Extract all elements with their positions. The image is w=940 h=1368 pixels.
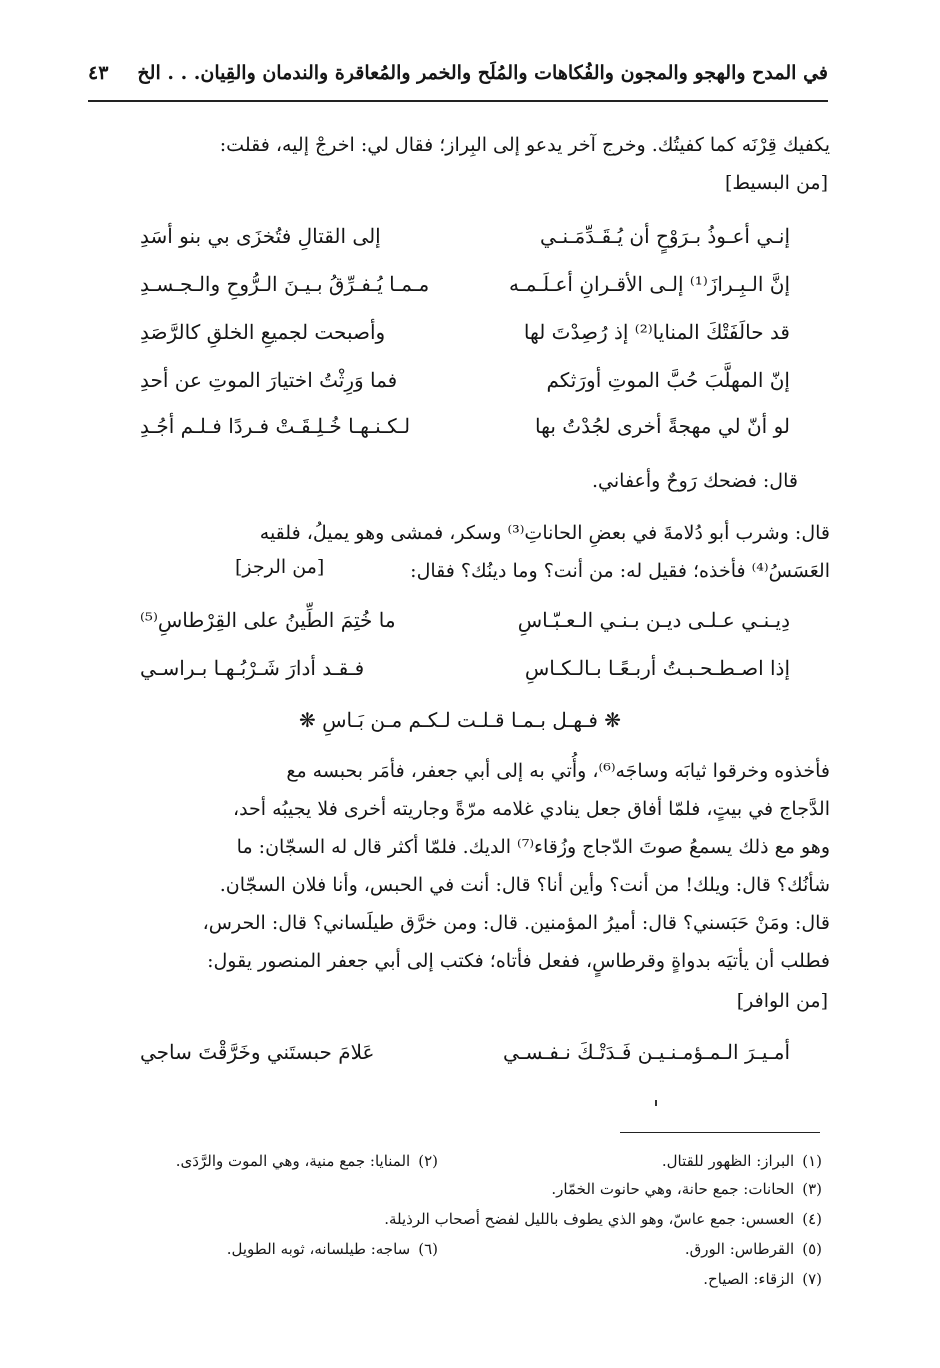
verse-second-hemistich: لـكـنـهـا خُـلِـقَـتْ فـردًا فـلـم أجُـدِ <box>140 414 411 438</box>
footnote-text: العسس: جمع عاسّ، وهو الذي يطوف بالليل لفضح أصحاب الرذيلة. <box>384 1210 795 1228</box>
verse-line <box>130 656 790 700</box>
verse-first-hemistich: دِيـنـي عـلـى ديـن بـنـي الـعـبّـاسِ <box>517 608 790 632</box>
paragraph-1 <box>85 126 830 164</box>
verse-first-hemistich: لو أنّ لي مهجةً أخرى لجُدْتُ بها <box>535 414 790 438</box>
page-number: ٤٣ <box>88 62 109 84</box>
verse-line <box>130 608 790 652</box>
verse-first-hemistich: أمـيـرَ الـمـؤمـنـيـن فَـدَتْـكَ نـفـسـي <box>503 1040 790 1064</box>
footnote-text: الحانات: جمع حانة، وهي حانوت الخمّار. <box>551 1180 795 1198</box>
footnote-number: (١) <box>802 1152 822 1170</box>
narration-line: قال: فضحك رَوحٌ وأعفاني. <box>591 470 798 492</box>
verse-first-hemistich: إنَّ الـبِـرازَ⁽¹⁾ إلـى الأقـرانِ أعـلَـمـه <box>508 272 790 296</box>
verse-line <box>130 272 790 316</box>
footnote-3 <box>551 1180 822 1198</box>
footnote-number: (٥) <box>802 1240 822 1258</box>
verse-second-hemistich: فـقـد أدارَ شَـرْبُـهـا بـراسـي <box>140 656 365 680</box>
footnote-number: (٤) <box>802 1210 822 1228</box>
footnote-rule <box>620 1132 820 1133</box>
paragraph-2 <box>85 514 830 590</box>
verse-first-hemistich: قد حالَفَتْكَ المنايا⁽²⁾ إذ رُصِدْتَ لها <box>523 320 790 344</box>
footnote-number: (٧) <box>802 1270 822 1288</box>
text-line: قال: ومَنْ حَبَسني؟ قال: أميرُ المؤمنين. قال: ومن خرَّق طيلَساني؟ قال: الحرس، <box>202 912 830 934</box>
footnote-4 <box>384 1210 822 1228</box>
meter-label-wafir: [من الوافر] <box>736 990 828 1012</box>
verse-second-hemistich: عَلامَ حبستَني وخَرَّقْتَ ساجي <box>140 1040 375 1064</box>
verse-line <box>130 224 790 268</box>
text-line: العَسَسُ⁽⁴⁾ فأخذه؛ فقيل له: من أنت؟ وما دينُك؟ فقال: <box>410 560 830 582</box>
verse-second-hemistich: فما وَرِثْتُ اختيارَ الموتِ عن أحدِ <box>140 368 398 392</box>
header-rule <box>88 100 828 102</box>
text-line: الدَّجاج في بيتٍ، فلمّا أفاق جعل ينادي غلامه مرّةً وجاريته أخرى فلا يجيبُه أحد، <box>232 798 830 820</box>
meter-label-rajaz: [من الرجز] <box>235 556 325 578</box>
paragraph-3 <box>85 752 830 980</box>
text-line: فطلب أن يأتيَه بدواةٍ وقرطاسٍ، ففعل فأتاه؛ فكتب إلى أبي جعفر المنصور يقول: <box>207 950 830 972</box>
footnote-7 <box>703 1270 822 1288</box>
margin-mark <box>655 1100 657 1106</box>
footnote-text: البراز: الظهور للقتال. <box>661 1152 795 1170</box>
verse-line <box>130 414 790 458</box>
verse-first-hemistich: إذا اصـطـحـبـتُ أربـعًـا بـالـكـاسِ <box>524 656 790 680</box>
footnote-1 <box>662 1152 822 1170</box>
text-line: شأنُك؟ قال: ويلك! من أنت؟ وأين أنا؟ قال: أنت في الحبس، وأنا فلان السجّان. <box>219 874 830 896</box>
verse-second-hemistich: ما خُتِمَ الطِّينُ على القِرْطاسِ⁽⁵⁾ <box>140 608 396 632</box>
verse-line <box>130 320 790 364</box>
page-header <box>88 58 828 98</box>
verse-line <box>130 368 790 412</box>
footnote-text: المنايا: جمع منية، وهي الموت والرَّدَى. <box>175 1152 411 1170</box>
footnote-6 <box>227 1240 438 1258</box>
verse-first-hemistich: إنـي أعـوذُ بـرَوْحٍ أن يُـقَـدِّمَـنـي <box>540 224 790 248</box>
footnote-5 <box>685 1240 822 1258</box>
verse-second-hemistich: وأصبحت لجميعِ الخلقِ كالرَّصَدِ <box>140 320 386 344</box>
verse-second-hemistich: إلى القتالِ فتُخزَى بي بنو أسَدِ <box>140 224 381 248</box>
footnote-text: القرطاس: الورق. <box>684 1240 795 1258</box>
meter-label-basit: [من البسيط] <box>724 172 828 194</box>
verse-first-hemistich: إنّ المهلَّبَ حُبَّ الموتِ أورَثكم <box>546 368 790 392</box>
footnote-number: (٣) <box>802 1180 822 1198</box>
text-line: فأخذوه وخرقوا ثيابَه وساجَه⁽⁶⁾، وأُتي به إلى أبي جعفر، فأمَر بحبسه مع <box>286 760 830 782</box>
footnote-number: (٢) <box>418 1152 438 1170</box>
verse-centered-line: ❋ فـهـل بـمـا قـلـت لـكـم مـن بَـاسِ ❋ <box>298 708 622 732</box>
running-title: في المدح والهجو والمجون والفُكاهات والمُلَح والخمر والمُعاقرة والندمان والقِيان. . . الخ <box>137 62 828 84</box>
footnote-text: الزقاء: الصياح. <box>703 1270 795 1288</box>
verse-line <box>130 1040 790 1084</box>
footnote-text: ساجه: طيلسانه، ثوبه الطويل. <box>226 1240 411 1258</box>
verse-second-hemistich: مـمـا يُـفـرِّقُ بـيـنَ الـرُّوحِ والـجـسـدِ <box>140 272 430 296</box>
footnote-2 <box>176 1152 438 1170</box>
footnote-number: (٦) <box>418 1240 438 1258</box>
text-line: وهو مع ذلك يسمعُ صوتَ الدّجاج وزُقاء⁽⁷⁾ الديك. فلمّا أكثر قال له السجّان: ما <box>236 836 830 858</box>
text-line: قال: وشرب أبو دُلامةَ في بعضِ الحاناتِ⁽³⁾ وسكر، فمشى وهو يميلُ، فلقيه <box>259 522 830 544</box>
text-line: يكفيك قِرْنَه كما كفيتُك. وخرج آخر يدعو إلى البِراز؛ فقال لي: اخرجْ إليه، فقلت: <box>219 134 830 156</box>
